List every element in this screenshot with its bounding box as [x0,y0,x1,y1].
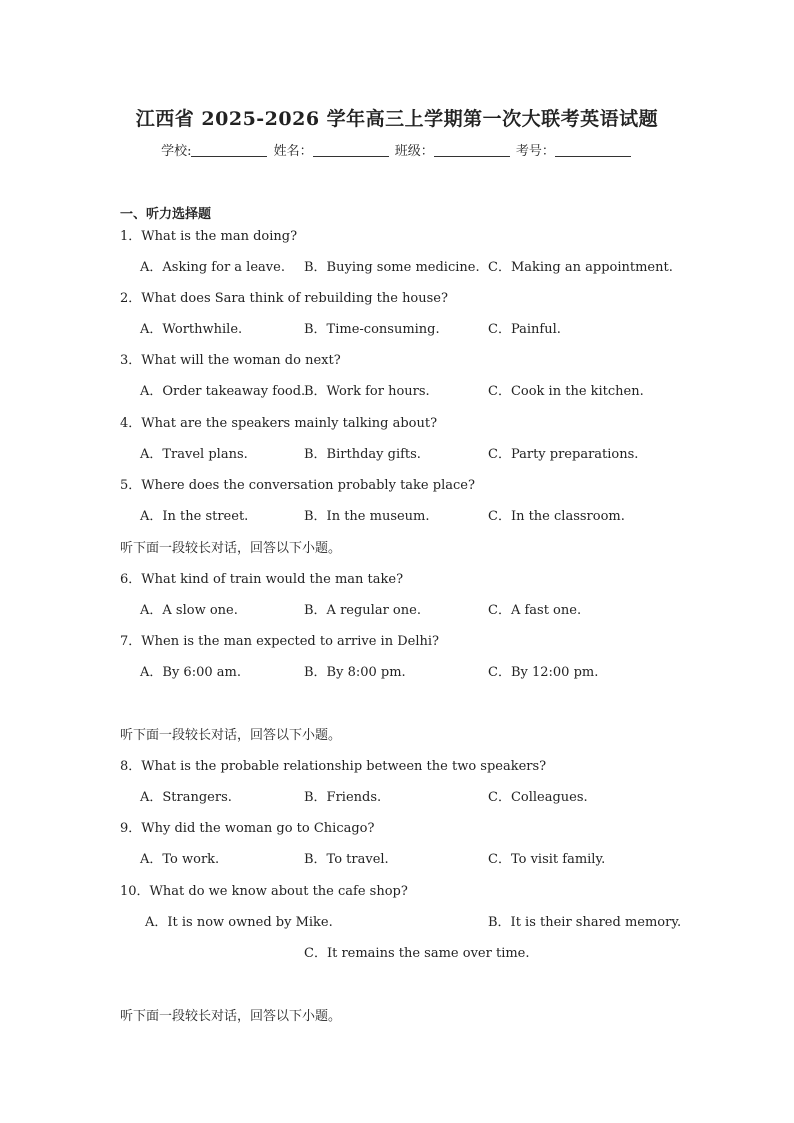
q2-option-b: B．Time-consuming. [304,322,440,337]
school-label: 学校: [161,144,192,159]
listening-instruction-2: 听下面一段较长对话，回答以下小题。 [120,728,342,743]
question-5: 5．Where does the conversation probably take place? [120,478,475,493]
question-10: 10．What do we know about the cafe shop? [120,884,408,899]
q4-option-b: B．Birthday gifts. [304,447,421,462]
name-blank[interactable] [313,144,389,157]
q5-option-a: A．In the street. [140,509,249,524]
q6-option-c: C．A fast one. [488,603,582,618]
q7-option-a: A．By 6:00 am. [140,665,241,680]
question-4: 4．What are the speakers mainly talking about? [120,416,438,431]
q8-option-b: B．Friends. [304,790,382,805]
exam-number-blank[interactable] [555,144,631,157]
exam-number-label: 考号： [515,144,555,159]
q9-option-c: C．To visit family. [488,852,606,867]
school-blank[interactable] [191,144,267,157]
q2-option-c: C．Painful. [488,322,561,337]
q3-option-c: C．Cook in the kitchen. [488,384,644,399]
question-3: 3．What will the woman do next? [120,353,341,368]
q8-option-a: A．Strangers. [140,790,232,805]
q1-option-a: A．Asking for a leave. [140,260,285,275]
question-6: 6．What kind of train would the man take? [120,572,404,587]
q2-option-a: A．Worthwhile. [140,322,243,337]
q1-option-c: C．Making an appointment. [488,260,673,275]
student-info-line [0,140,794,159]
exam-title: 江西省 2025-2026 学年高三上学期第一次大联考英语试题 [135,108,659,130]
question-1: 1．What is the man doing? [120,229,298,244]
listening-instruction-1: 听下面一段较长对话，回答以下小题。 [120,541,342,556]
listening-instruction-3: 听下面一段较长对话，回答以下小题。 [120,1009,342,1024]
name-label: 姓名： [273,144,313,159]
q9-option-b: B．To travel. [304,852,389,867]
class-label: 班级： [394,144,434,159]
q1-option-b: B．Buying some medicine. [304,260,480,275]
q7-option-b: B．By 8:00 pm. [304,665,406,680]
q10-option-c: C．It remains the same over time. [304,946,530,961]
question-2: 2．What does Sara think of rebuilding the house? [120,291,448,306]
q5-option-b: B．In the museum. [304,509,430,524]
section-title: 一、听力选择题 [120,207,212,222]
q4-option-a: A．Travel plans. [140,447,248,462]
q10-option-a: A．It is now owned by Mike. [145,915,333,930]
q8-option-c: C．Colleagues. [488,790,588,805]
q10-option-b: B．It is their shared memory. [488,915,682,930]
q4-option-c: C．Party preparations. [488,447,639,462]
q5-option-c: C．In the classroom. [488,509,625,524]
question-8: 8．What is the probable relationship between the two speakers? [120,759,547,774]
q3-option-b: B．Work for hours. [304,384,430,399]
q7-option-c: C．By 12:00 pm. [488,665,599,680]
question-9: 9．Why did the woman go to Chicago? [120,821,375,836]
q6-option-b: B．A regular one. [304,603,421,618]
q6-option-a: A．A slow one. [140,603,238,618]
q9-option-a: A．To work. [140,852,220,867]
q3-option-a: A．Order takeaway food. [140,384,306,399]
question-7: 7．When is the man expected to arrive in Delhi? [120,634,439,649]
class-blank[interactable] [434,144,510,157]
